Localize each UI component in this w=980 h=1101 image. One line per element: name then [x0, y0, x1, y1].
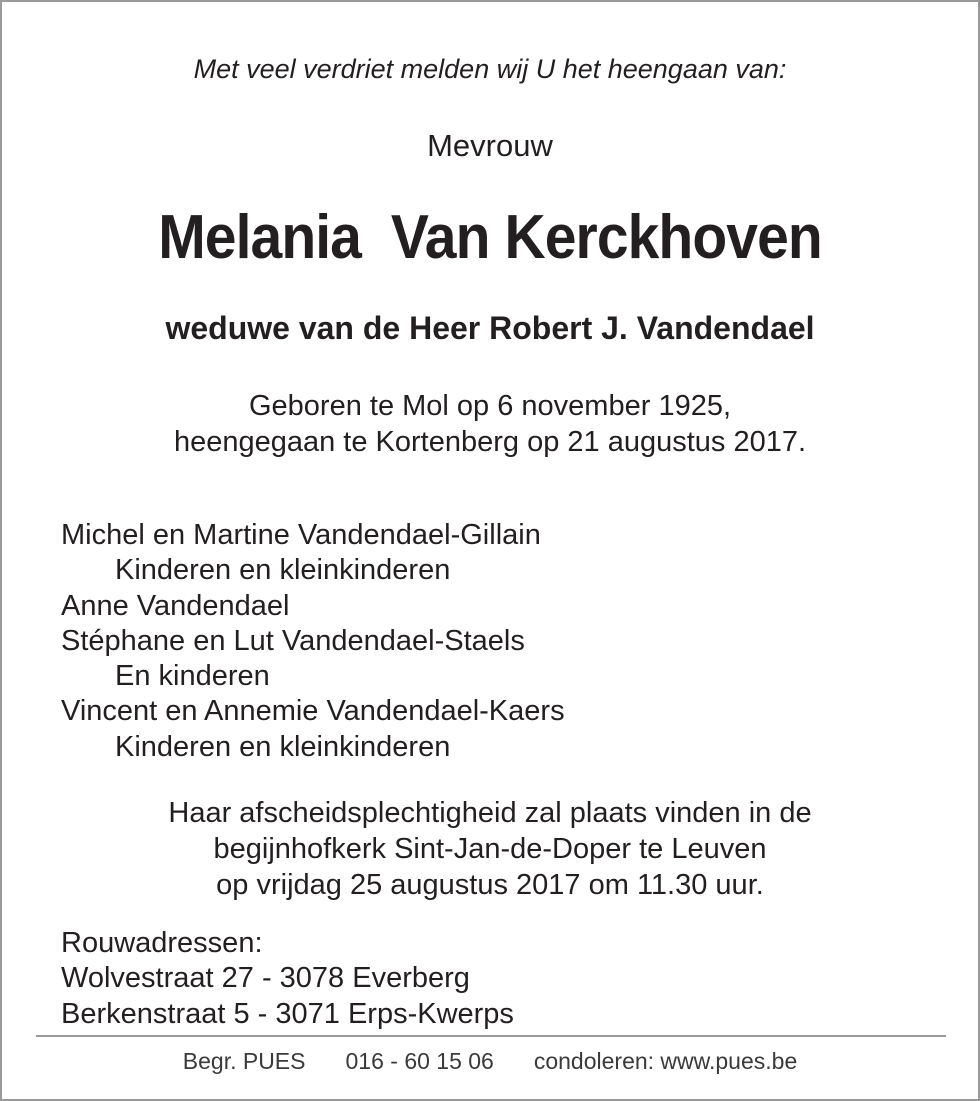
- family-item: Anne Vandendael: [61, 589, 290, 622]
- mourning-addresses: [61, 926, 514, 1032]
- ceremony-details: [2, 795, 978, 903]
- widow-of-text: weduwe van de Heer Robert J. Vandendael: [165, 310, 815, 346]
- family-item: Vincent en Annemie Vandendael-Kaers: [61, 695, 565, 728]
- address-line: Wolvestraat 27 - 3078 Everberg: [61, 962, 470, 995]
- address-line: Berkenstraat 5 - 3071 Erps-Kwerps: [61, 997, 514, 1030]
- salutation: Mevrouw: [427, 128, 553, 163]
- ceremony-line: Haar afscheidsplechtigheid zal plaats vinden in de: [168, 797, 812, 829]
- ceremony-line: op vrijdag 25 augustus 2017 om 11.30 uur.: [216, 869, 764, 901]
- birth-line: Geboren te Mol op 6 november 1925,: [248, 390, 732, 422]
- family-item: Michel en Martine Vandendael-Gillain: [61, 519, 541, 551]
- footer-divider: [36, 1035, 946, 1037]
- family-item: Kinderen en kleinkinderen: [115, 554, 451, 587]
- condolences-link[interactable]: condoleren: www.pues.be: [533, 1048, 798, 1074]
- addresses-heading: Rouwadressen:: [61, 927, 263, 959]
- footer: [2, 1048, 978, 1075]
- death-line: heengegaan te Kortenberg op 21 augustus 2017.: [173, 426, 807, 458]
- family-item: Kinderen en kleinkinderen: [115, 730, 451, 763]
- ceremony-line: begijnhofkerk Sint-Jan-de-Doper te Leuven: [213, 833, 767, 865]
- family-item: En kinderen: [115, 660, 270, 693]
- deceased-name: Melania Van Kerckhoven: [158, 203, 822, 272]
- life-dates: [2, 388, 978, 460]
- undertaker-name: Begr. PUES: [182, 1048, 306, 1074]
- intro-text: Met veel verdriet melden wij U het heengaan van:: [193, 54, 787, 84]
- family-item: Stéphane en Lut Vandendael-Staels: [61, 624, 525, 657]
- family-list: [61, 518, 565, 765]
- phone-number: 016 - 60 15 06: [345, 1048, 494, 1074]
